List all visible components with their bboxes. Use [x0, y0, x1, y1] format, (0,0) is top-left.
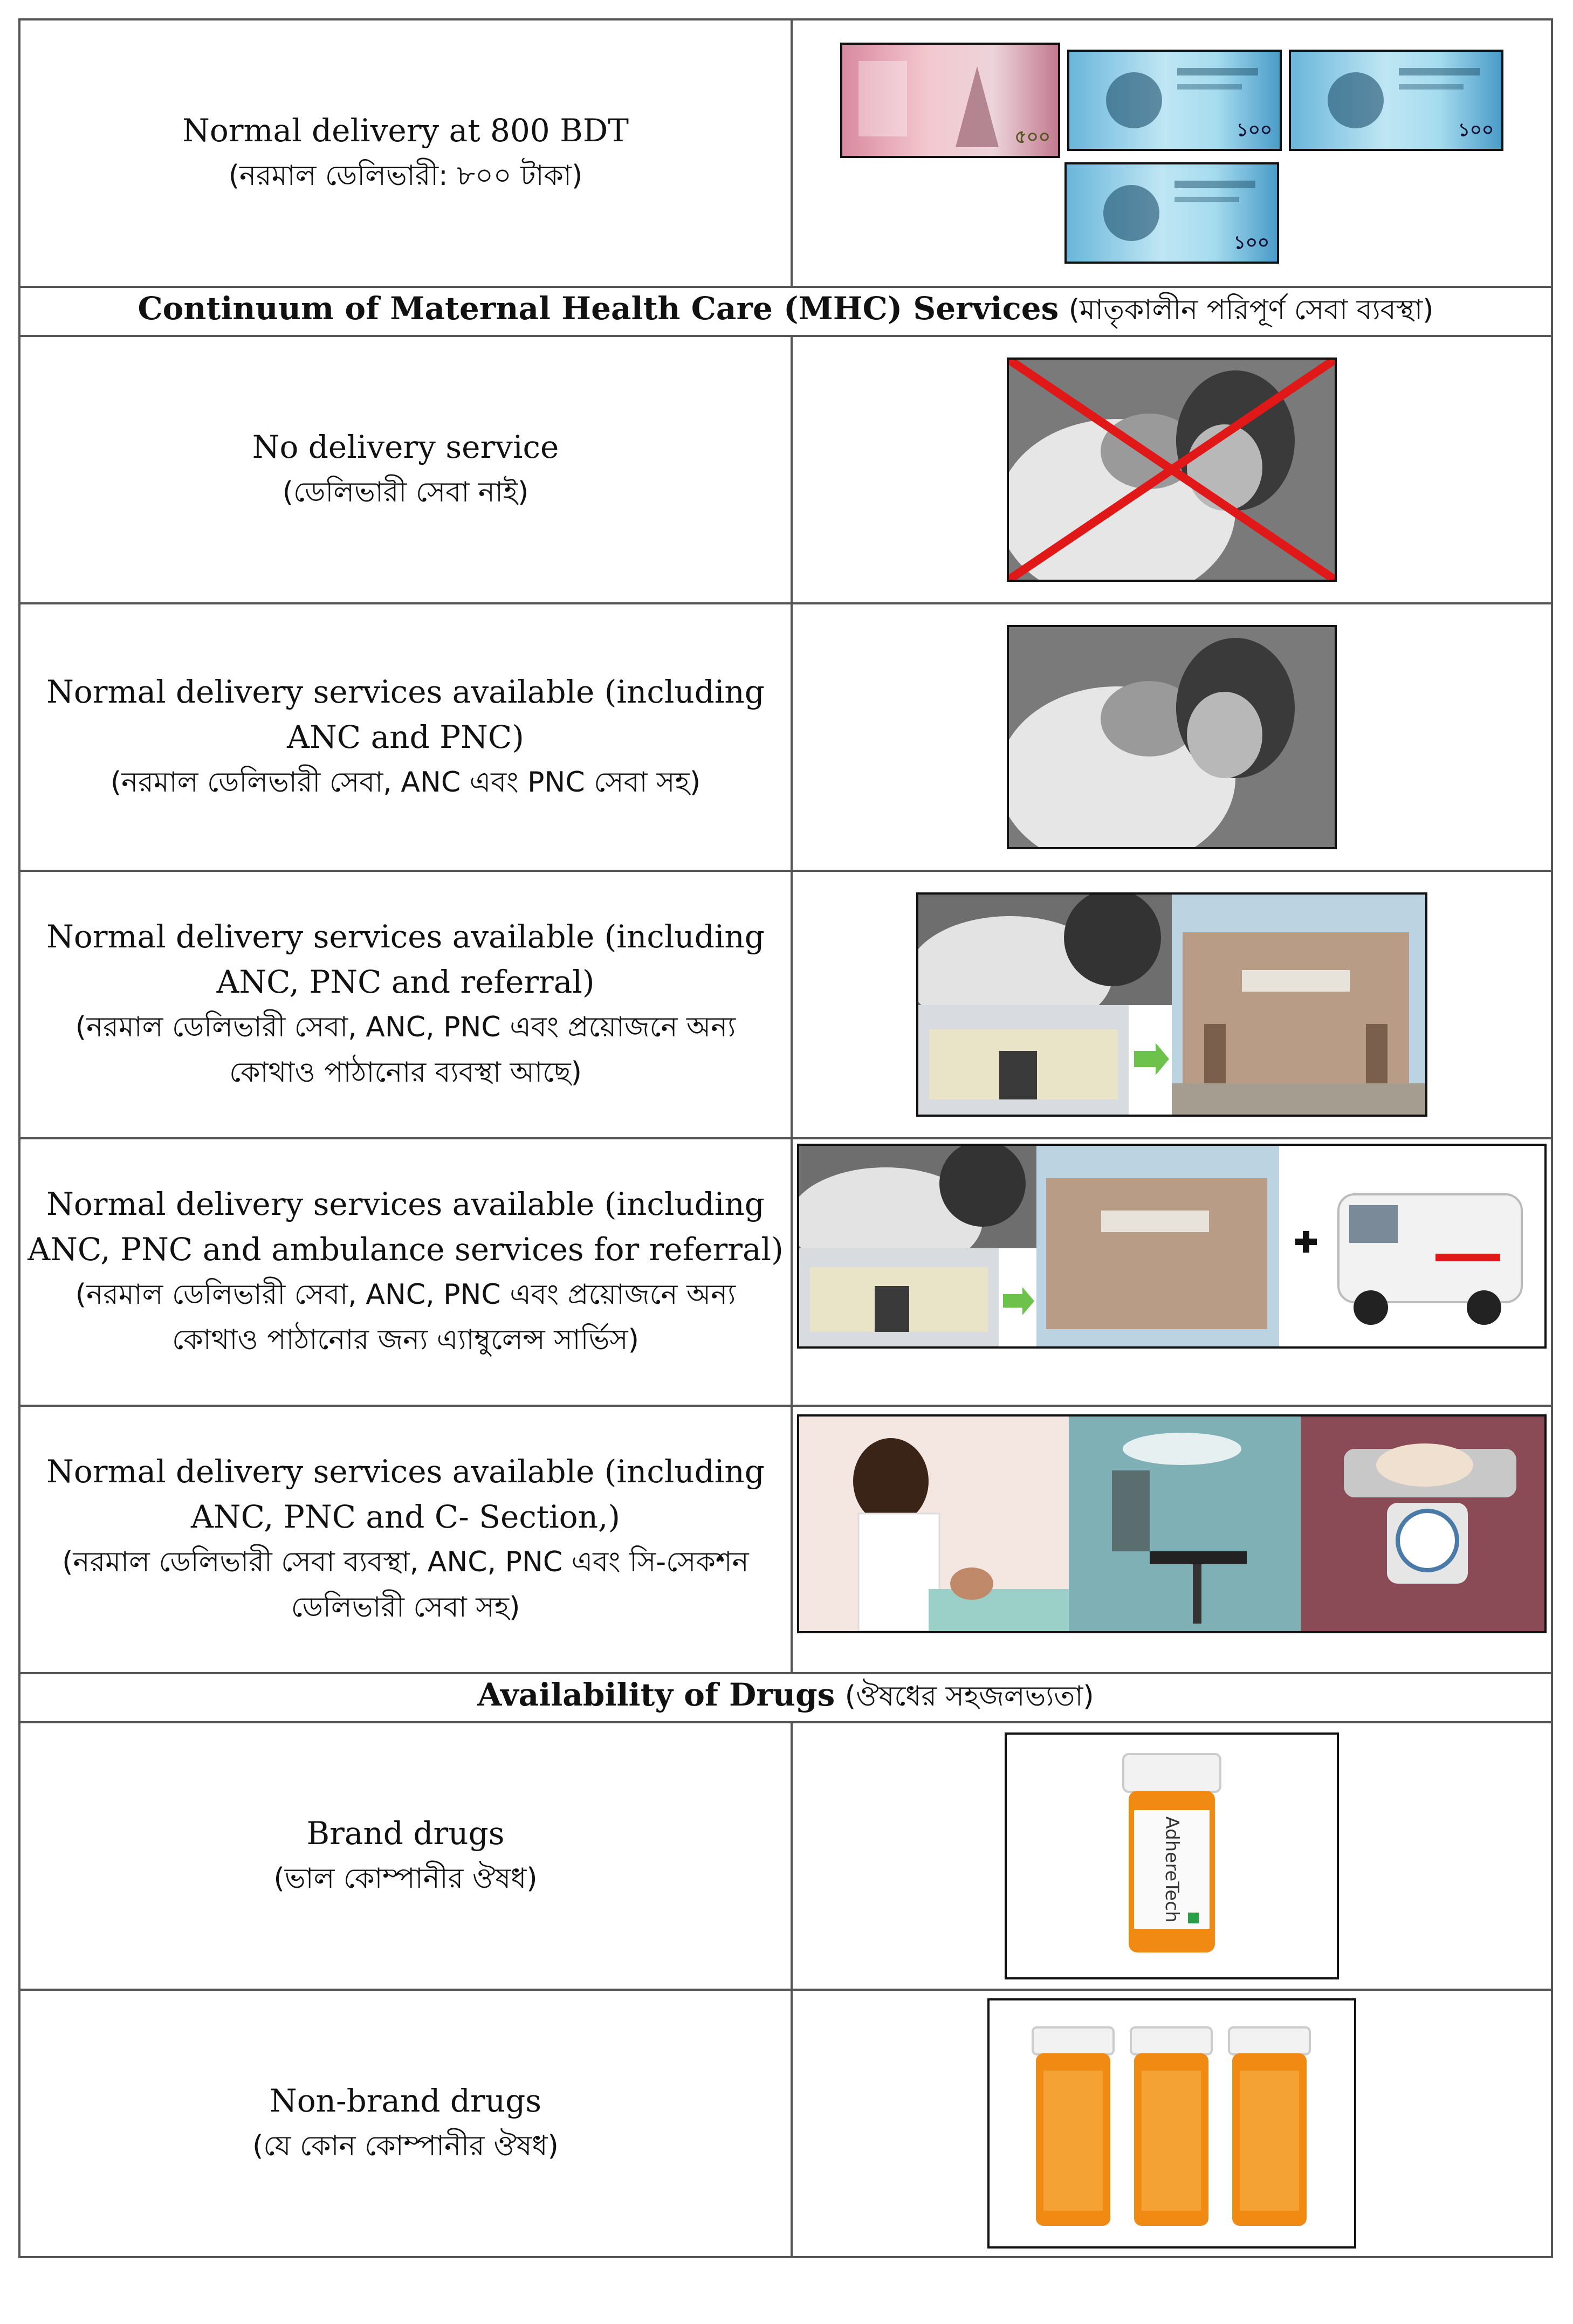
row-image-cell: [792, 19, 1552, 287]
label-english-line2: ANC, PNC and C- Section,): [190, 1498, 621, 1535]
label-english: No delivery service: [252, 429, 559, 465]
table-row: [19, 603, 1552, 871]
row-image-cell: [792, 1138, 1552, 1406]
table-row: [19, 1406, 1552, 1673]
banknote-500: ৫০০: [840, 43, 1060, 158]
label-bengali: (ডেলিভারী সেবা নাই): [282, 476, 529, 508]
ambulance-referral-collage-image: [797, 1144, 1547, 1349]
row-image-cell: [792, 1990, 1552, 2257]
row-label: [19, 603, 792, 871]
brand-pill-bottle-image: [1005, 1732, 1339, 1979]
label-english: Normal delivery at 800 BDT: [182, 112, 629, 149]
label-english-line2: ANC, PNC and referral): [216, 964, 595, 1000]
c-section-collage-image: [797, 1414, 1547, 1633]
banknote-100: ১০০: [1064, 162, 1279, 264]
label-bengali-line1: (নরমাল ডেলিভারী সেবা, ANC, PNC এবং প্রয়োজনে অন্য: [75, 1278, 736, 1311]
table-row: [19, 336, 1552, 603]
table-row: [19, 19, 1552, 287]
row-label: [19, 1722, 792, 1990]
row-label: [19, 1138, 792, 1406]
banknote-100: ১০০: [1067, 50, 1282, 151]
banknotes-image: [835, 40, 1509, 266]
label-bengali-line2: কোথাও পাঠানোর ব্যবস্থা আছে): [229, 1056, 582, 1089]
label-english: Non-brand drugs: [269, 2082, 542, 2119]
label-english: Brand drugs: [306, 1815, 505, 1852]
label-bengali: (নরমাল ডেলিভারী সেবা, ANC এবং PNC সেবা সহ): [110, 766, 701, 799]
mother-baby-image: [1007, 625, 1337, 849]
mother-baby-crossed-image: [1007, 357, 1337, 582]
non-brand-pill-bottles-image: [987, 1998, 1356, 2249]
row-image-cell: [792, 1722, 1552, 1990]
label-bengali-line1: (নরমাল ডেলিভারী সেবা, ANC, PNC এবং প্রয়োজনে অন্য: [75, 1011, 736, 1043]
section-title: Continuum of Maternal Health Care (MHC) Services: [138, 290, 1059, 327]
label-english-line2: ANC and PNC): [287, 719, 524, 755]
table-row: [19, 1722, 1552, 1990]
section-title: Availability of Drugs: [477, 1676, 835, 1713]
row-label: [19, 1990, 792, 2257]
referral-collage-image: [916, 892, 1427, 1117]
row-image-cell: [792, 603, 1552, 871]
table-row: [19, 871, 1552, 1138]
row-label: [19, 871, 792, 1138]
label-english-line1: Normal delivery services available (including: [46, 673, 765, 710]
row-label: [19, 1406, 792, 1673]
label-english-line1: Normal delivery services available (including: [46, 1453, 765, 1490]
label-bengali: (নরমাল ডেলিভারী: ৮০০ টাকা): [228, 160, 583, 192]
section-header: [19, 1673, 1552, 1722]
label-bengali: (ভাল কোম্পানীর ঔষধ): [273, 1862, 538, 1895]
attribute-table-container: [18, 18, 1553, 2258]
row-label: [19, 19, 792, 287]
section-header-row: [19, 287, 1552, 336]
label-bengali: (যে কোন কোম্পানীর ঔষধ): [252, 2130, 559, 2162]
section-header: [19, 287, 1552, 336]
banknote-100: ১০০: [1289, 50, 1503, 151]
label-bengali-line2: কোথাও পাঠানোর জন্য এ্যাম্বুলেন্স সার্ভিস): [172, 1324, 639, 1356]
bottle-label: AdhereTech: [1161, 1816, 1183, 1923]
row-image-cell: [792, 336, 1552, 603]
row-image-cell: [792, 871, 1552, 1138]
attribute-table: [18, 18, 1553, 2258]
section-title-bengali: (মাতৃকালীন পরিপূর্ণ সেবা ব্যবস্থা): [1068, 294, 1434, 326]
row-label: [19, 336, 792, 603]
label-bengali-line1: (নরমাল ডেলিভারী সেবা ব্যবস্থা, ANC, PNC এবং সি-সেকশন: [62, 1546, 749, 1578]
table-row: [19, 1990, 1552, 2257]
section-title-bengali: (ঔষধের সহজলভ্যতা): [844, 1680, 1094, 1713]
label-bengali-line2: ডেলিভারী সেবা সহ): [291, 1591, 520, 1624]
label-english-line1: Normal delivery services available (including: [46, 1186, 765, 1222]
section-header-row: [19, 1673, 1552, 1722]
row-image-cell: [792, 1406, 1552, 1673]
label-english-line2: ANC, PNC and ambulance services for referral): [28, 1231, 784, 1268]
label-english-line1: Normal delivery services available (including: [46, 918, 765, 955]
table-row: [19, 1138, 1552, 1406]
